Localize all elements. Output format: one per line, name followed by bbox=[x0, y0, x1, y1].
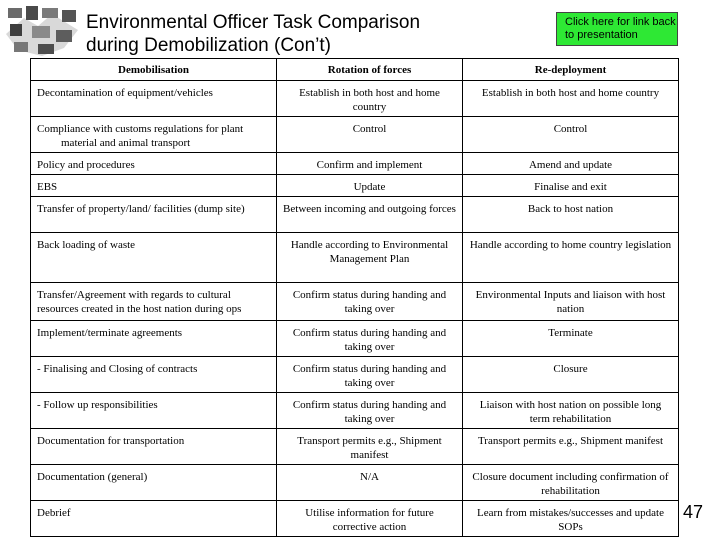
rotation-cell: Handle according to Environmental Management Plan bbox=[277, 233, 463, 283]
column-header-rotation: Rotation of forces bbox=[277, 59, 463, 81]
task-cell: Transfer of property/land/ facilities (dump site) bbox=[31, 197, 277, 233]
table-row bbox=[31, 197, 679, 233]
task-cell: EBS bbox=[31, 175, 277, 197]
redeployment-cell: Closure document including confirmation of rehabilitation bbox=[463, 465, 679, 501]
table-row bbox=[31, 153, 679, 175]
title-line-1: Environmental Officer Task Comparison bbox=[86, 12, 421, 33]
table-row bbox=[31, 357, 679, 393]
page-number: 47 bbox=[683, 502, 704, 522]
table-row bbox=[31, 429, 679, 465]
task-cell: - Finalising and Closing of contracts bbox=[31, 357, 277, 393]
redeployment-cell: Back to host nation bbox=[463, 197, 679, 233]
redeployment-cell: Closure bbox=[463, 357, 679, 393]
table-row bbox=[31, 321, 679, 357]
table-row bbox=[31, 233, 679, 283]
task-cell: Transfer/Agreement with regards to cultural resources created in the host nation during ops bbox=[31, 283, 277, 321]
task-cell: Implement/terminate agreements bbox=[31, 321, 277, 357]
military-collage-logo bbox=[4, 4, 80, 58]
table-row bbox=[31, 117, 679, 153]
rotation-cell: Confirm status during handing and taking over bbox=[277, 357, 463, 393]
table-row bbox=[31, 283, 679, 321]
rotation-cell: N/A bbox=[277, 465, 463, 501]
task-cell: Documentation for transportation bbox=[31, 429, 277, 465]
task-cell: - Follow up responsibilities bbox=[31, 393, 277, 429]
task-cell: Debrief bbox=[31, 501, 277, 537]
table-header-row bbox=[31, 59, 679, 81]
task-cell: Back loading of waste bbox=[31, 233, 277, 283]
table-row bbox=[31, 393, 679, 429]
rotation-cell: Confirm and implement bbox=[277, 153, 463, 175]
redeployment-cell: Terminate bbox=[463, 321, 679, 357]
table-row bbox=[31, 175, 679, 197]
rotation-cell: Confirm status during handing and taking over bbox=[277, 283, 463, 321]
table-row bbox=[31, 465, 679, 501]
rotation-cell: Utilise information for future corrective action bbox=[277, 501, 463, 537]
table-row bbox=[31, 501, 679, 537]
column-header-redeployment: Re-deployment bbox=[463, 59, 679, 81]
redeployment-cell: Establish in both host and home country bbox=[463, 81, 679, 117]
task-cell: Documentation (general) bbox=[31, 465, 277, 501]
rotation-cell: Confirm status during handing and taking over bbox=[277, 393, 463, 429]
redeployment-cell: Handle according to home country legislation bbox=[463, 233, 679, 283]
title-line-2: during Demobilization (Con’t) bbox=[86, 35, 331, 56]
rotation-cell: Between incoming and outgoing forces bbox=[277, 197, 463, 233]
task-cell: Compliance with customs regulations for plant material and animal transport bbox=[31, 117, 277, 153]
redeployment-cell: Transport permits e.g., Shipment manifest bbox=[463, 429, 679, 465]
task-cell: Decontamination of equipment/vehicles bbox=[31, 81, 277, 117]
rotation-cell: Control bbox=[277, 117, 463, 153]
table-row bbox=[31, 81, 679, 117]
redeployment-cell: Control bbox=[463, 117, 679, 153]
back-to-presentation-button[interactable]: Click here for link back to presentation bbox=[556, 12, 678, 46]
rotation-cell: Confirm status during handing and taking over bbox=[277, 321, 463, 357]
column-header-demobilisation: Demobilisation bbox=[31, 59, 277, 81]
rotation-cell: Transport permits e.g., Shipment manifest bbox=[277, 429, 463, 465]
redeployment-cell: Liaison with host nation on possible long term rehabilitation bbox=[463, 393, 679, 429]
rotation-cell: Establish in both host and home country bbox=[277, 81, 463, 117]
redeployment-cell: Environmental Inputs and liaison with host nation bbox=[463, 283, 679, 321]
task-comparison-table bbox=[30, 58, 679, 537]
redeployment-cell: Learn from mistakes/successes and update SOPs bbox=[463, 501, 679, 537]
task-cell: Policy and procedures bbox=[31, 153, 277, 175]
page-title bbox=[86, 11, 420, 57]
redeployment-cell: Amend and update bbox=[463, 153, 679, 175]
rotation-cell: Update bbox=[277, 175, 463, 197]
redeployment-cell: Finalise and exit bbox=[463, 175, 679, 197]
